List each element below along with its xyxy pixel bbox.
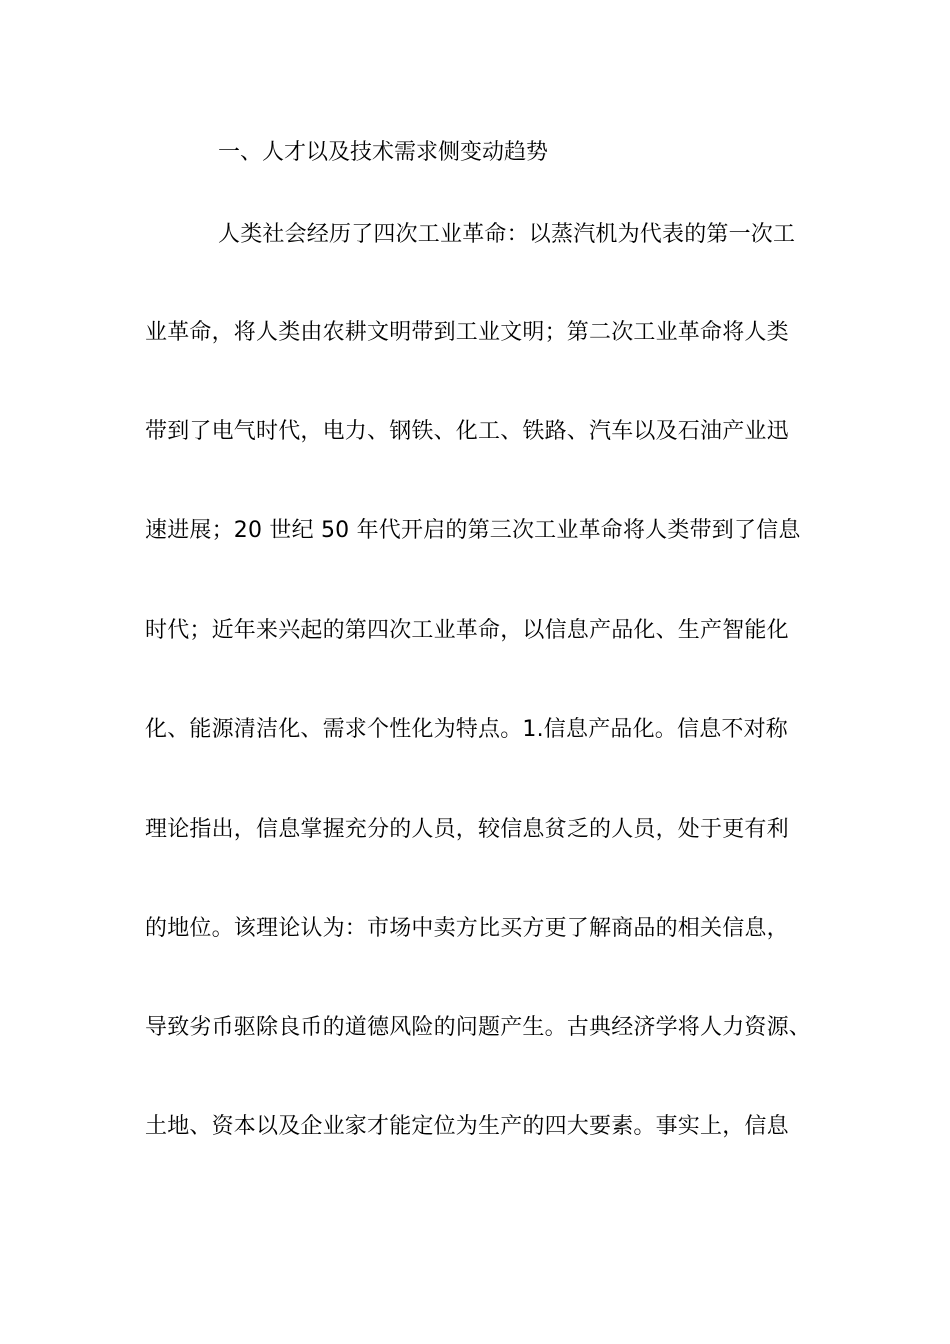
text-line: 速进展；20 世纪 50 年代开启的第三次工业革命将人类带到了信息 <box>145 518 801 543</box>
text-line: 化、能源清洁化、需求个性化为特点。1.信息产品化。信息不对称 <box>145 717 788 742</box>
text-line: 导致劣币驱除良币的道德风险的问题产生。古典经济学将人力资源、 <box>145 1015 812 1040</box>
text-line: 业革命，将人类由农耕文明带到工业文明；第二次工业革命将人类 <box>145 320 789 345</box>
text-line: 的地位。该理论认为：市场中卖方比买方更了解商品的相关信息， <box>145 916 789 941</box>
text-line: 理论指出，信息掌握充分的人员，较信息贫乏的人员，处于更有利 <box>145 817 789 842</box>
text-line: 人类社会经历了四次工业革命：以蒸汽机为代表的第一次工 <box>218 222 796 247</box>
text-line: 带到了电气时代，电力、钢铁、化工、铁路、汽车以及石油产业迅 <box>145 419 789 444</box>
text-line: 时代；近年来兴起的第四次工业革命，以信息产品化、生产智能化 <box>145 618 789 643</box>
section-heading: 一、人才以及技术需求侧变动趋势 <box>218 140 549 165</box>
text-line: 土地、资本以及企业家才能定位为生产的四大要素。事实上，信息 <box>145 1114 789 1139</box>
